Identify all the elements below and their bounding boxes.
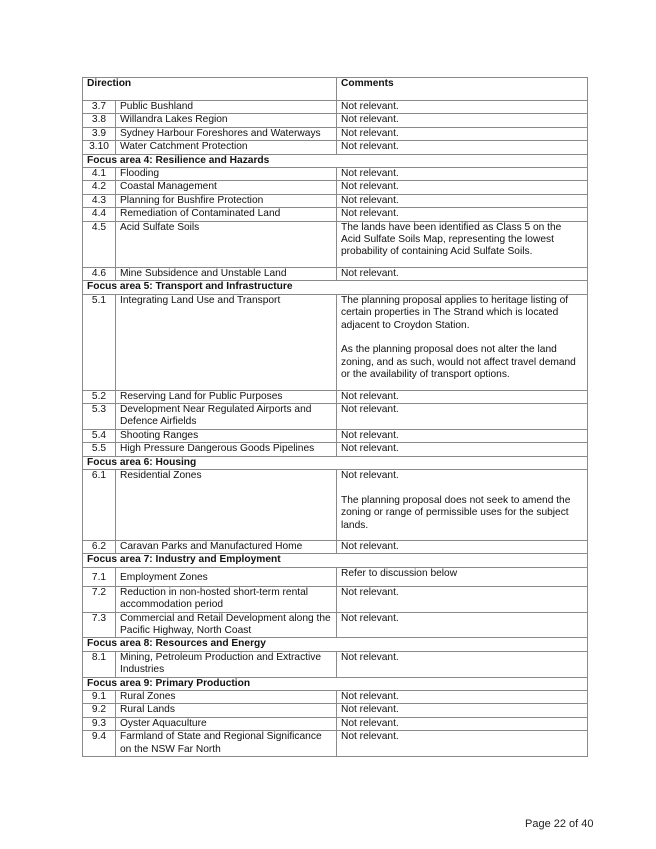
- comment-paragraph: Not relevant.: [341, 731, 399, 743]
- direction-name: Flooding: [116, 168, 337, 181]
- direction-comment: [337, 168, 588, 181]
- direction-number: 9.1: [83, 691, 116, 704]
- direction-comment: [337, 429, 588, 442]
- direction-number: 7.2: [83, 586, 116, 612]
- table-header-row: [83, 78, 588, 101]
- comment-paragraph: Not relevant.: [341, 403, 399, 415]
- direction-name: Mining, Petroleum Production and Extractive Industries: [116, 651, 337, 677]
- comment-paragraph: Not relevant.: [341, 612, 399, 624]
- focus-area-heading: Focus area 7: Industry and Employment: [83, 554, 588, 567]
- direction-name: Remediation of Contaminated Land: [116, 208, 337, 221]
- direction-name: Public Bushland: [116, 101, 337, 114]
- direction-name: Rural Zones: [116, 691, 337, 704]
- direction-name: Rural Lands: [116, 704, 337, 717]
- table-row: [83, 267, 588, 280]
- direction-number: 5.3: [83, 403, 116, 429]
- focus-area-row: [83, 456, 588, 469]
- table-row: [83, 717, 588, 730]
- direction-name: Water Catchment Protection: [116, 141, 337, 154]
- direction-comment: [337, 194, 588, 207]
- comment-paragraph: Not relevant.: [341, 141, 399, 153]
- direction-comment: [337, 403, 588, 429]
- table-row: [83, 731, 588, 757]
- direction-number: 7.1: [83, 567, 116, 586]
- focus-area-row: [83, 638, 588, 651]
- direction-number: 9.2: [83, 704, 116, 717]
- table-row: [83, 181, 588, 194]
- direction-name: Development Near Regulated Airports and Defence Airfields: [116, 403, 337, 429]
- comment-paragraph: Not relevant.: [341, 443, 399, 455]
- focus-area-heading: Focus area 9: Primary Production: [83, 677, 588, 690]
- focus-area-heading: Focus area 4: Resilience and Hazards: [83, 154, 588, 167]
- direction-name: Caravan Parks and Manufactured Home: [116, 540, 337, 553]
- table-row: [83, 612, 588, 638]
- direction-number: 5.5: [83, 443, 116, 456]
- direction-name: Employment Zones: [116, 567, 337, 586]
- comment-paragraph: Not relevant.: [341, 651, 399, 663]
- direction-name: Farmland of State and Regional Significance on the NSW Far North: [116, 731, 337, 757]
- direction-name: Planning for Bushfire Protection: [116, 194, 337, 207]
- directions-table-body: [83, 78, 588, 757]
- comment-paragraph: Not relevant.: [341, 208, 399, 220]
- direction-name: Acid Sulfate Soils: [116, 221, 337, 267]
- table-row: [83, 141, 588, 154]
- table-row: [83, 586, 588, 612]
- direction-number: 5.1: [83, 294, 116, 390]
- header-direction: Direction: [83, 78, 337, 101]
- direction-comment: [337, 390, 588, 403]
- direction-name: Commercial and Retail Development along the Pacific Highway, North Coast: [116, 612, 337, 638]
- direction-number: 4.1: [83, 168, 116, 181]
- direction-name: Sydney Harbour Foreshores and Waterways: [116, 127, 337, 140]
- focus-area-row: [83, 154, 588, 167]
- table-row: [83, 221, 588, 267]
- table-row: [83, 567, 588, 586]
- table-row: [83, 469, 588, 540]
- direction-comment: [337, 469, 588, 540]
- focus-area-row: [83, 281, 588, 294]
- header-comments: Comments: [337, 78, 588, 101]
- direction-comment: [337, 651, 588, 677]
- comment-paragraph: Not relevant.: [341, 101, 399, 112]
- direction-comment: [337, 731, 588, 757]
- direction-number: 3.10: [83, 141, 116, 154]
- comment-paragraph: Not relevant.: [341, 469, 399, 481]
- direction-comment: [337, 101, 588, 114]
- comment-paragraph: Not relevant.: [341, 127, 399, 139]
- direction-name: Integrating Land Use and Transport: [116, 294, 337, 390]
- comment-paragraph: The lands have been identified as Class 5 on the Acid Sulfate Soils Map, representing the lowest probability of containing Acid Sulfate Soils.: [341, 221, 562, 258]
- comment-paragraph: Not relevant.: [341, 717, 399, 729]
- direction-number: 4.6: [83, 267, 116, 280]
- table-row: [83, 168, 588, 181]
- table-row: [83, 114, 588, 127]
- direction-comment: [337, 691, 588, 704]
- table-row: [83, 208, 588, 221]
- table-row: [83, 194, 588, 207]
- direction-name: Reserving Land for Public Purposes: [116, 390, 337, 403]
- direction-number: 3.7: [83, 101, 116, 114]
- table-row: [83, 294, 588, 390]
- direction-comment: [337, 208, 588, 221]
- table-row: [83, 390, 588, 403]
- table-row: [83, 651, 588, 677]
- direction-number: 7.3: [83, 612, 116, 638]
- table-row: [83, 691, 588, 704]
- direction-name: Mine Subsidence and Unstable Land: [116, 267, 337, 280]
- focus-area-heading: Focus area 5: Transport and Infrastructure: [83, 281, 588, 294]
- comment-paragraph: Not relevant.: [341, 586, 399, 598]
- direction-number: 5.4: [83, 429, 116, 442]
- direction-comment: [337, 127, 588, 140]
- direction-comment: [337, 294, 588, 390]
- direction-number: 3.8: [83, 114, 116, 127]
- direction-comment: [337, 181, 588, 194]
- comment-paragraph: The planning proposal applies to heritage listing of certain properties in The Strand which is located adjacent to Croydon Station.: [341, 294, 569, 331]
- direction-name: Willandra Lakes Region: [116, 114, 337, 127]
- direction-number: 4.4: [83, 208, 116, 221]
- comment-paragraph: Not relevant.: [341, 390, 399, 402]
- table-row: [83, 540, 588, 553]
- direction-number: 9.3: [83, 717, 116, 730]
- table-row: [83, 127, 588, 140]
- focus-area-row: [83, 554, 588, 567]
- table-row: [83, 443, 588, 456]
- direction-number: 8.1: [83, 651, 116, 677]
- table-row: [83, 101, 588, 114]
- comment-paragraph: Not relevant.: [341, 194, 399, 206]
- direction-comment: [337, 267, 588, 280]
- comment-paragraph: Not relevant.: [341, 704, 399, 716]
- comment-paragraph: As the planning proposal does not alter the land zoning, and as such, would not affect travel demand or the availability of transport options.: [341, 344, 576, 381]
- direction-comment: [337, 704, 588, 717]
- direction-comment: [337, 567, 588, 586]
- comment-paragraph: Not relevant.: [341, 267, 399, 279]
- direction-comment: [337, 221, 588, 267]
- table-row: [83, 403, 588, 429]
- direction-name: Shooting Ranges: [116, 429, 337, 442]
- direction-number: 6.2: [83, 540, 116, 553]
- comment-paragraph: Refer to discussion below: [341, 567, 458, 579]
- direction-name: Reduction in non-hosted short-term rental accommodation period: [116, 586, 337, 612]
- direction-number: 4.5: [83, 221, 116, 267]
- direction-comment: [337, 141, 588, 154]
- direction-comment: [337, 443, 588, 456]
- direction-name: Residential Zones: [116, 469, 337, 540]
- direction-name: High Pressure Dangerous Goods Pipelines: [116, 443, 337, 456]
- table-row: [83, 704, 588, 717]
- focus-area-row: [83, 677, 588, 690]
- direction-comment: [337, 540, 588, 553]
- comment-paragraph: The planning proposal does not seek to amend the zoning or range of permissible uses for the subject lands.: [341, 494, 571, 531]
- comment-paragraph: Not relevant.: [341, 181, 399, 193]
- directions-table: [82, 77, 588, 757]
- direction-number: 5.2: [83, 390, 116, 403]
- comment-paragraph: Not relevant.: [341, 540, 399, 552]
- comment-paragraph: Not relevant.: [341, 691, 399, 703]
- direction-number: 4.3: [83, 194, 116, 207]
- direction-number: 3.9: [83, 127, 116, 140]
- direction-comment: [337, 717, 588, 730]
- table-row: [83, 429, 588, 442]
- direction-name: Oyster Aquaculture: [116, 717, 337, 730]
- direction-comment: [337, 586, 588, 612]
- direction-comment: [337, 612, 588, 638]
- focus-area-heading: Focus area 8: Resources and Energy: [83, 638, 588, 651]
- direction-name: Coastal Management: [116, 181, 337, 194]
- focus-area-heading: Focus area 6: Housing: [83, 456, 588, 469]
- comment-paragraph: Not relevant.: [341, 168, 399, 180]
- comment-paragraph: Not relevant.: [341, 114, 399, 126]
- comment-paragraph: Not relevant.: [341, 429, 399, 441]
- direction-comment: [337, 114, 588, 127]
- direction-number: 6.1: [83, 469, 116, 540]
- page-number: Page 22 of 40: [525, 818, 594, 830]
- direction-number: 9.4: [83, 731, 116, 757]
- direction-number: 4.2: [83, 181, 116, 194]
